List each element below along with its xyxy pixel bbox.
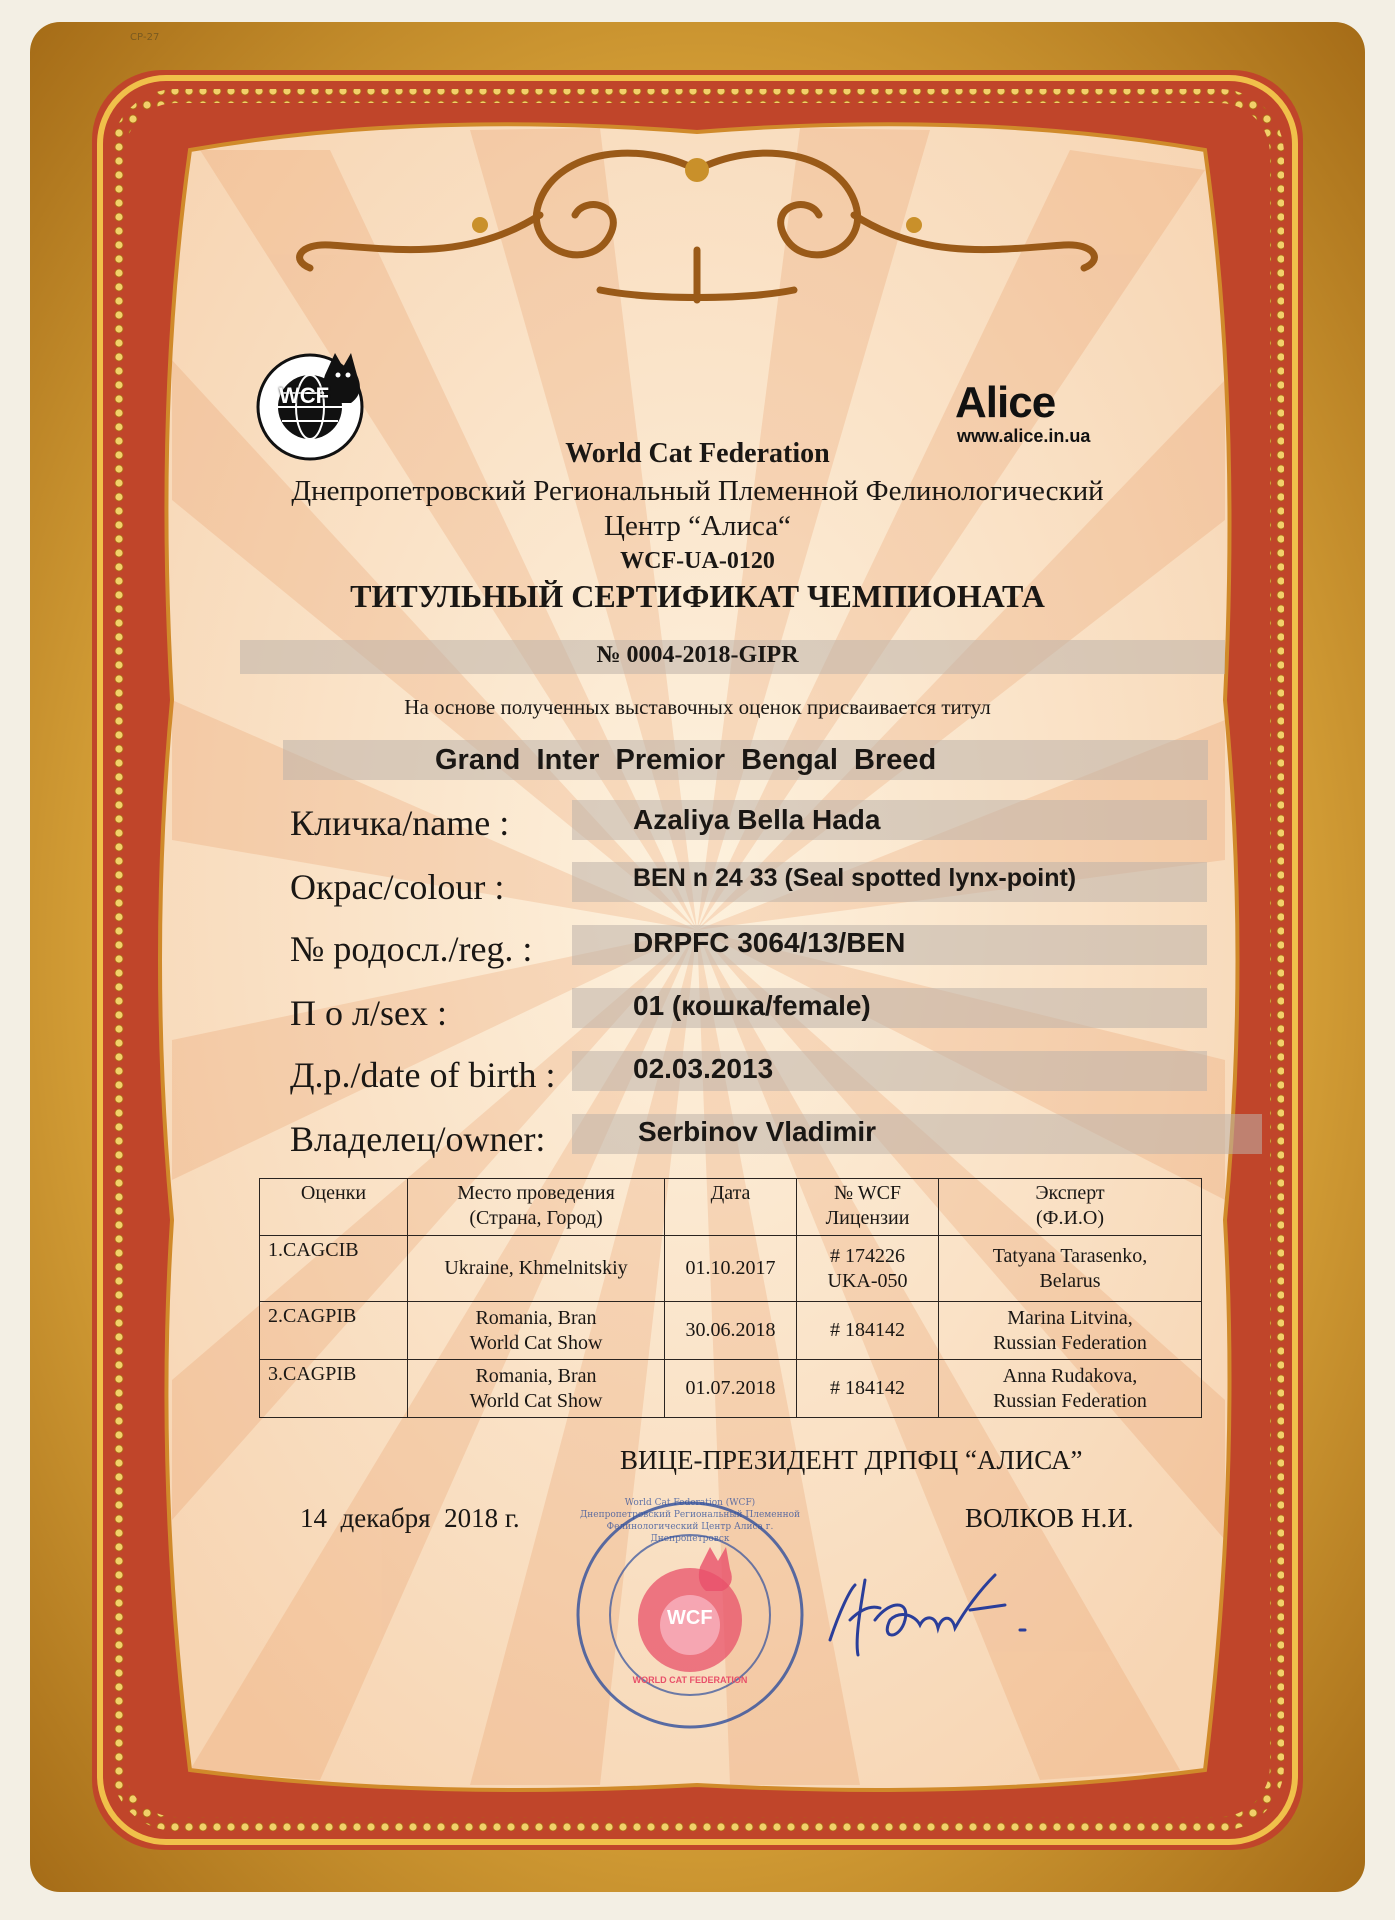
certificate-title: ТИТУЛЬНЫЙ СЕРТИФИКАТ ЧЕМПИОНАТА (350, 578, 1045, 614)
col-header-license: № WCF Лицензии (797, 1179, 939, 1236)
svg-text:СР-27: СР-27 (130, 32, 160, 43)
birth-value: 02.03.2013 (633, 1053, 774, 1084)
signer-name: ВОЛКОВ Н.И. (965, 1503, 1134, 1533)
owner-label: Владелец/owner: (290, 1119, 546, 1159)
issue-date: 14 декабря 2018 г. (300, 1503, 520, 1533)
sex-value: 01 (кошка/female) (633, 990, 871, 1021)
vice-president-label: ВИЦЕ-ПРЕЗИДЕНТ ДРПФЦ “АЛИСА” (620, 1445, 1083, 1475)
date-cell: 30.06.2018 (665, 1302, 797, 1360)
grade-cell: 2.CAGPIB (260, 1302, 408, 1360)
expert-cell: Tatyana Tarasenko, Belarus (939, 1236, 1202, 1302)
colour-label: Окрас/colour : (290, 867, 505, 907)
place-cell: Romania, Bran World Cat Show (408, 1360, 665, 1418)
stamp-badge-text: WCF (667, 1607, 713, 1629)
reg-value: DRPFC 3064/13/BEN (633, 927, 906, 958)
license-cell: # 184142 (797, 1302, 939, 1360)
center-name-line2: Центр “Алиса“ (604, 510, 791, 542)
stamp-outer-text: World Cat Federation (WCF) Днепропетровский Региональный Племенной Фелинологический Центр Алиса г. Днепропетровск (579, 1498, 801, 1544)
name-value: Azaliya Bella Hada (633, 804, 881, 835)
official-stamp (570, 1495, 810, 1735)
alice-url: www.alice.in.ua (957, 426, 1091, 446)
col-header-grade: Оценки (260, 1179, 408, 1236)
place-cell: Ukraine, Khmelnitskiy (408, 1236, 665, 1302)
birth-label: Д.р./date of birth : (290, 1055, 556, 1095)
table-header-row (260, 1179, 1202, 1236)
license-cell: # 174226 UKA-050 (797, 1236, 939, 1302)
intro-text: На основе полученных выставочных оценок присваивается титул (404, 695, 991, 719)
stamp-ring-text: WORLD CAT FEDERATION (632, 1675, 748, 1685)
table-row (260, 1236, 1202, 1302)
license-cell: # 184142 (797, 1360, 939, 1418)
center-name-line1: Днепропетровский Региональный Племенной Фелинологический (291, 475, 1104, 507)
sex-label: П о л/sex : (290, 993, 447, 1033)
date-cell: 01.10.2017 (665, 1236, 797, 1302)
colour-value: BEN n 24 33 (Seal spotted lynx-point) (633, 864, 1077, 892)
table-row (260, 1302, 1202, 1360)
grade-cell: 1.CAGCIB (260, 1236, 408, 1302)
wcf-badge-text: WCF (279, 383, 330, 408)
alice-logo-text: Alice (955, 378, 1056, 427)
expert-cell: Marina Litvina, Russian Federation (939, 1302, 1202, 1360)
table-row (260, 1360, 1202, 1418)
col-header-expert: Эксперт (Ф.И.О) (939, 1179, 1202, 1236)
name-label: Кличка/name : (290, 803, 510, 843)
owner-value: Serbinov Vladimir (638, 1116, 877, 1147)
grade-cell: 3.CAGPIB (260, 1360, 408, 1418)
org-name: World Cat Federation (565, 438, 830, 469)
center-code: WCF-UA-0120 (620, 548, 775, 574)
awarded-title: Grand Inter Premior Bengal Breed (435, 744, 937, 776)
reg-label: № родосл./reg. : (290, 929, 533, 969)
certificate-number: № 0004-2018-GIPR (596, 642, 799, 668)
handwritten-signature (820, 1560, 1080, 1670)
place-cell: Romania, Bran World Cat Show (408, 1302, 665, 1360)
expert-cell: Anna Rudakova, Russian Federation (939, 1360, 1202, 1418)
date-cell: 01.07.2018 (665, 1360, 797, 1418)
col-header-place: Место проведения (Страна, Город) (408, 1179, 665, 1236)
col-header-date: Дата (665, 1179, 797, 1236)
evaluations-table (259, 1178, 1202, 1418)
